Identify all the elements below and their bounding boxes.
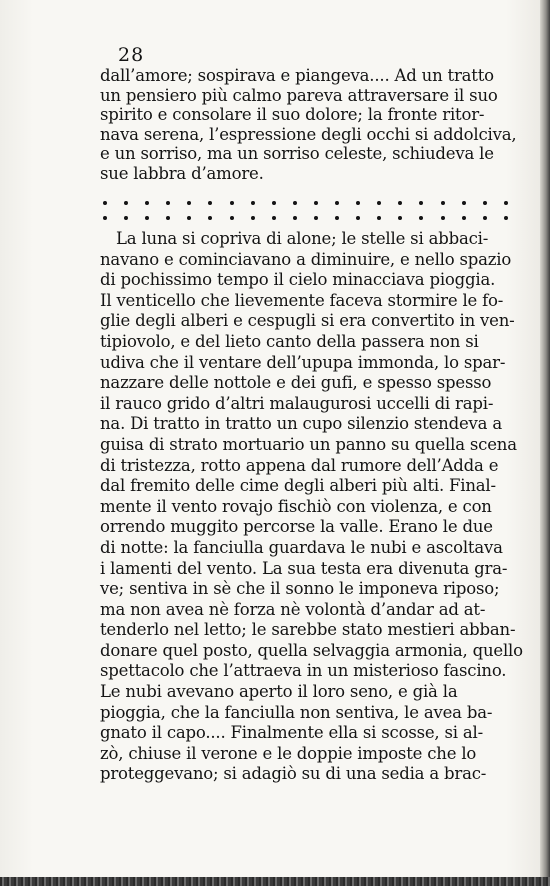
text-line: ma non avea nè forza nè volontà d’andar ad at- <box>100 599 486 619</box>
ellipsis-dot <box>356 201 360 205</box>
ellipsis-dot <box>187 216 191 220</box>
ellipsis-dot <box>272 216 276 220</box>
text-line: proteggevano; si adagiò su di una sedia a brac- <box>100 764 487 784</box>
text-line: glie degli alberi e cespugli si era convertito in ven- <box>100 311 515 331</box>
ellipsis-dot <box>398 201 402 205</box>
ellipsis-dot <box>314 201 318 205</box>
ellipsis-dot <box>251 201 255 205</box>
text-line: donare quel posto, quella selvaggia armonia, quello <box>100 640 523 660</box>
ellipsis-row-1 <box>103 199 508 207</box>
paragraph-2 <box>100 229 523 785</box>
ellipsis-dot <box>483 201 487 205</box>
ellipsis-dot <box>419 216 423 220</box>
ellipsis-dot <box>103 201 107 205</box>
text-line: nava serena, l’espressione degli occhi si addolciva, <box>100 124 517 144</box>
ellipsis-dot <box>398 216 402 220</box>
text-line: orrendo muggito percorse la valle. Erano le due <box>100 517 493 537</box>
text-line: na. Di tratto in tratto un cupo silenzio stendeva a <box>100 414 502 434</box>
text-line: Le nubi avevano aperto il loro seno, e già la <box>100 682 458 702</box>
text-line: sue labbra d’amore. <box>100 163 264 183</box>
ellipsis-dot <box>377 201 381 205</box>
text-line: tenderlo nel letto; le sarebbe stato mestieri abban- <box>100 620 516 640</box>
text-line: di notte: la fanciulla guardava le nubi e ascoltava <box>100 537 503 557</box>
text-line: ve; sentiva in sè che il sonno le imponeva riposo; <box>100 579 500 599</box>
text-line: dall’amore; sospirava e piangeva.... Ad un tratto <box>100 66 494 85</box>
ellipsis-dot <box>230 201 234 205</box>
text-line: dal fremito delle cime degli alberi più alti. Final- <box>100 476 496 496</box>
ellipsis-dot <box>166 216 170 220</box>
page-bottom-edge <box>0 877 550 886</box>
ellipsis-dot <box>124 216 128 220</box>
ellipsis-dot <box>145 216 149 220</box>
text-line: e un sorriso, ma un sorriso celeste, schiudeva le <box>100 144 494 164</box>
ellipsis-dot <box>419 201 423 205</box>
ellipsis-dot <box>208 216 212 220</box>
ellipsis-dot <box>356 216 360 220</box>
ellipsis-dot <box>272 201 276 205</box>
ellipsis-dot <box>103 216 107 220</box>
text-line: nazzare delle nottole e dei gufi, e spesso spesso <box>100 373 492 393</box>
text-line: La luna si copriva di alone; le stelle si abbaci- <box>116 229 489 248</box>
text-line: di pochissimo tempo il cielo minacciava pioggia. <box>100 270 496 290</box>
ellipsis-dot <box>441 201 445 205</box>
text-line: pioggia, che la fanciulla non sentiva, le avea ba- <box>100 702 493 722</box>
ellipsis-dot <box>462 201 466 205</box>
ellipsis-dot <box>377 216 381 220</box>
page-edge-shadow <box>540 0 550 886</box>
ellipsis-dot <box>441 216 445 220</box>
ellipsis-dot <box>504 216 508 220</box>
text-line: udiva che il ventare dell’upupa immonda, lo spar- <box>100 352 506 372</box>
ellipsis-dot <box>145 201 149 205</box>
text-line: un pensiero più calmo pareva attraversare il suo <box>100 85 498 105</box>
text-line: spirito e consolare il suo dolore; la fronte ritor- <box>100 105 485 125</box>
ellipsis-row-2 <box>103 214 508 222</box>
text-line: il rauco grido d’altri malaugurosi uccelli di rapi- <box>100 393 494 413</box>
text-line: Il venticello che lievemente faceva stormire le fo- <box>100 290 504 310</box>
text-line: guisa di strato mortuario un panno su quella scena <box>100 434 517 454</box>
ellipsis-dot <box>124 201 128 205</box>
ellipsis-dot <box>504 201 508 205</box>
ellipsis-dot <box>208 201 212 205</box>
text-line: tipiovolo, e del lieto canto della passera non si <box>100 331 479 351</box>
ellipsis-dot <box>314 216 318 220</box>
ellipsis-dot <box>251 216 255 220</box>
ellipsis-dot <box>187 201 191 205</box>
text-line: di tristezza, rotto appena dal rumore dell’Adda e <box>100 455 499 475</box>
ellipsis-dot <box>335 201 339 205</box>
ellipsis-dot <box>483 216 487 220</box>
text-line: i lamenti del vento. La sua testa era divenuta gra- <box>100 558 508 578</box>
text-line: mente il vento rovajo fischiò con violenza, e con <box>100 496 492 516</box>
page-number: 28 <box>118 44 145 66</box>
ellipsis-dot <box>293 201 297 205</box>
ellipsis-dot <box>462 216 466 220</box>
paragraph-1 <box>100 66 517 184</box>
ellipsis-dot <box>293 216 297 220</box>
text-line: navano e cominciavano a diminuire, e nello spazio <box>100 249 512 269</box>
ellipsis-dot <box>335 216 339 220</box>
text-line: gnato il capo.... Finalmente ella si scosse, si al- <box>100 723 483 743</box>
ellipsis-dot <box>166 201 170 205</box>
text-line: zò, chiuse il verone e le doppie imposte che lo <box>100 743 477 763</box>
ellipsis-dot <box>230 216 234 220</box>
text-line: spettacolo che l’attraeva in un misterioso fascino. <box>100 661 507 681</box>
